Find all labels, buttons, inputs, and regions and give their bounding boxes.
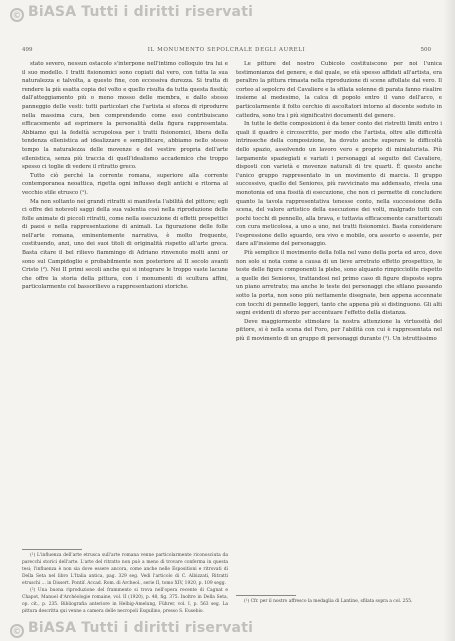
right-paragraph-2: In tutte le dette composizioni è da tener conto dei ristretti limiti entro i quali il quadro è circoscritto, per modo che l'artista, oltre alle difficoltà intrinseche della composizione, ha dovuto anche superare le difficoltà dello spazio, assolvendo un lavoro vero e proprio di miniaturista. Più largamente spaziegiati e variati i personaggi al seguito del Cavaliere, disposti con varietà e movenze naturali di tre quarti. È questo anche l'unico gruppo rappresentato in un movimento di marcia. Il gruppo successivo, quello del Seniores, più ravvicinato ma addensato, rivela una monotonia ed una fissità di esecuzione, che non ci permette di concludere quanto la tavola rappresentativa tenesse conto, nella successione della scena, del valore artistico della esecuzione dei volti, malgrado tutti con pochi tocchi di pennello, alla brava, e tuttavia efficacemente caratterizzati con cura meticolosa, a uno a uno, nei tratti fisionomici. Basta considerare l'espressione dello sguardo, ora vivo e mobile, ora assorto o assente, per dare all'insieme del personaggio. [236,121,442,248]
page-edge-shadow [443,0,455,641]
page-number-left: 499 [22,47,33,53]
right-footnote-1: (¹) Cfr. per il nostro affresco la medaglia di Lantine, sfilata sopra a col. 255. [244,599,413,604]
watermark-text-top: BiASA Tutti i diritti riservati [28,4,254,20]
right-paragraph-4: Deve maggiormente stimolare la nostra attenzione la virtuosità del pittore, si è nella scena del Foro, per l'abilità con cui è rappresentata nel più il movimento di un gruppo di personaggi durante (¹). Un istruttissimo [236,318,442,342]
page-header [22,47,431,57]
left-paragraph-3: Ma non soltanto nei grandi ritratti si manifesta l'abilità del pittore; egli ci offre dei notevoli saggi della sua valentia così nella riproduzione delle folle animate di piccoli ritratti, come nella esecuzione di effetti prospettici di paesi e nella rappresentazione di animali. La figurazione delle folle nell'arte romana, eminentemente narrativa, è molto frequente, costituendo, anzi, uno dei suoi titoli di originalità rispetto all'arte greca. Basta citare il bel rilievo fiammingo di Adriano rinvenuto molti anni or sono sul Campidoglio e probabilmente non posteriore al II secolo avanti Cristo (²). Nei II primi secoli anche qui si integrare le troppo vaste lacune che offre la storia della pittura, con i monumenti di scultura affini, particolarmente col bassorilievo a rappresentazioni storiche. [22,198,228,291]
watermark-top [10,4,253,22]
right-paragraph-1: Le pitture del nostro Cubicolo costituiscono per noi l'unica testimonianza del genere, e dal quale, se età spesso affidati all'artista, era peraltro la pittura rimasta nella riproduzione di scene affollate dal vero. Il corteo al sepolcro del Cavaliere e la sfilata solenne di parata fanno risalire insieme al medesimo, la calca di popolo entro il vano dell'arco, e particolarmente il folto cerchio di ascoltatori intorno al docente seduto in cattedra, sono tra i più significativi documenti del genere. [236,61,442,119]
watermark-bottom [10,620,253,638]
right-paragraph-3: Più semplice il movimento della folla nel vano della porta ed arco, dove non solo si nota come a causa di un lieve arretrato effetto prospettico, le teste delle figure componenti la plebe, sono alquanto rimpicciolite rispetto a quelle dei Seniores, trattandosi nel primo caso di figure disposte sopra un piano arretrato; ma anche le teste dei personaggi che sfilano passando sotto la porta, non sono più nettamente disegnate, ben appena accennate con tocchi di pennello leggeri, tanto che appena più si distinguono. Gli alti segni evidenti di sforzo per accentuare l'effetto della distanza. [236,250,442,317]
footnote-rule-right [236,595,296,596]
left-paragraph-2: Tutto ciò perché la corrente romana, superiore alla corrente contemporanea neoattica, rigetta ogni influsso degli antichi e ritorna al vecchio stile etrusco (¹). [22,172,228,196]
page-number-right: 500 [420,47,431,53]
footnote-rule-left [22,549,82,550]
copyright-icon: © [10,8,24,22]
left-footnote-2: (²) Una buona riproduzione del frammento si trova nell'opera recente di Cagnat e Chapot, Manuel d'Archéologie romaine, vol. II (1920), p. 48, fig. 375. Inoltre in Della Seta, op. cit., p. 235. Bibliografia anteriore in Helbig-Amelung, Führer, vol. I, p. 563 seg. La pittura descritta qui venne a camera delle necropoli Esquilino, presso S. Eusebio. [22,588,228,614]
running-title: IL MONUMENTO SEPOLCRALE DEGLI AURELI [147,47,306,53]
right-column [236,60,442,600]
right-footnotes [236,598,442,605]
copyright-icon: © [10,624,24,638]
left-column [22,60,228,550]
left-footnote-1: (¹) L'influenza dell'arte etrusca sull'arte romana venne particolarmente riconosciuta da parecchi storici dell'arte. L'arte del ritratto non può a meno di trovare conferma in questa tesi; l'influenza è non sia dove essere ancora, come anche nelle Espositioni e ritrovati di Della Seta nel libro L'Italia antica, pag. 329 seg. Vedi l'articolo di C. Albizzati, Ritratti etruschi ... in Dissert. Pontif. Accad. Rom. di Archeol., serie II, tomo XIV, 1920, p. 109 segg. [22,553,228,586]
left-footnotes [22,552,228,615]
watermark-text-bottom: BiASA Tutti i diritti riservati [28,620,254,636]
left-paragraph-1: stato severo, nessun ostacolo s'interpone nell'intimo colloquio tra lui e il suo modello. I tratti fisionomici sono copiati dal vero, con tutta la sua naturalezza e talvolta, a questo fine, con eccessiva durezza. Si tratta di rendere la più esatta copia del volto e quello risulta da tutta questa fissità; dall'atteggiamento più o meno mosso delle membra, e dallo stesso panneggio delle vesti: tutti particolari che l'artista si sforza di riprodurre nella massima cura, ben comprendendo come essi contribuiscano efficacemente ad esprimere la personalità della figura rappresentata. Abbiamo qui la fedeltà scrupolosa per i tratti fisionomici, libera della tendenza ellenistica ad idealizzare e semplificare, abbiamo nello stesso tempo la naturalezza delle movenze e del vestire propria dell'arte ellenistica, senza più traccia di quell'idealismo accademico che troppo spesso ci toglie di vedere il ritratto greco. [22,61,228,171]
